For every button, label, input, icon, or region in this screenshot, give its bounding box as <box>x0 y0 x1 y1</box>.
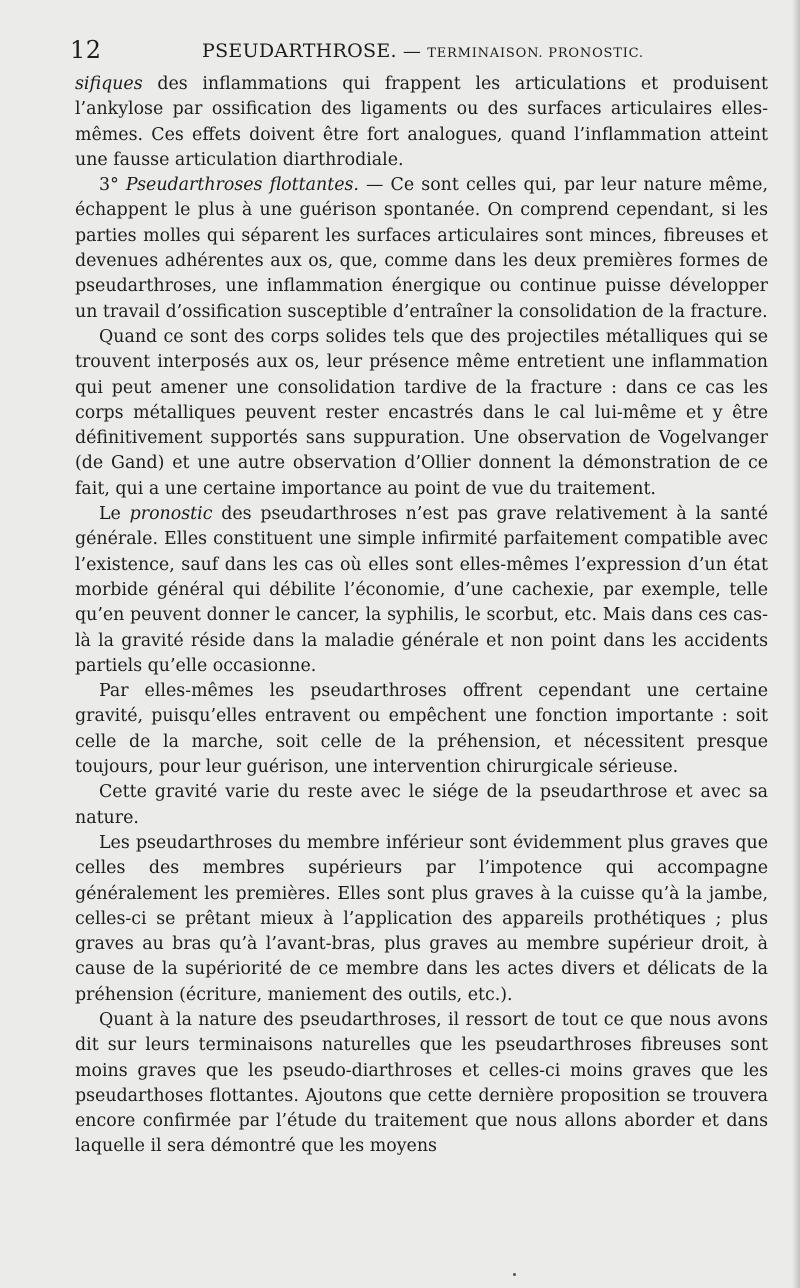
paragraph-text: des inflammations qui frappent les articulations et produisent l’ankylose par ossification des ligaments ou des surfaces articulaires elles-mêmes. Ces effets doivent être fort analogues, quand l’inflammation atteint une fausse articulation diarthrodiale. <box>75 74 768 170</box>
italic-term: pronostic <box>129 504 213 525</box>
running-title <box>202 40 644 62</box>
section-number: 3° <box>99 175 119 196</box>
paragraph-prefix: Le <box>99 504 130 525</box>
body-text <box>75 72 768 1160</box>
print-speck <box>513 1273 516 1276</box>
page-number: 12 <box>70 36 102 64</box>
paragraph-7: Les pseudarthroses du membre inférieur sont évidemment plus graves que celles des membres supérieurs par l’impotence qui accompagne généralement les premières. Elles sont plus graves à la cuisse qu’à la jambe, celles-ci se prêtant mieux à l’application des appareils prothétiques ; plus graves au bras qu’à l’avant-bras, plus graves au membre supérieur droit, à cause de la supériorité de ce membre dans les actes divers et délicats de la préhension (écriture, maniement des outils, etc.). <box>75 832 768 1005</box>
page-header <box>70 36 770 72</box>
running-title-sub: TERMINAISON. PRONOSTIC. <box>427 46 644 61</box>
page-edge-shadow <box>792 0 800 1288</box>
paragraph-5: Par elles-mêmes les pseudarthroses offrent cependant une certaine gravité, puisqu’elles entravent ou empêchent une fonction importante : soit celle de la marche, soit celle de la préhension, et nécessitent presque toujours, pour leur guérison, une intervention chirurgicale sérieuse. <box>75 681 768 778</box>
paragraph-2 <box>75 173 768 325</box>
paragraph-text: — Ce sont celles qui, par leur nature même, échappent le plus à une guérison spontanée. On comprend cependant, si les parties molles qui séparent les surfaces articulaires sont minces, fibreuses et devenues adhérentes aux os, que, comme dans les deux premières formes de pseudarthroses, une inflammation énergique ou continue puisse développer un travail d’ossification susceptible d’entraîner la consolidation de la fracture. <box>75 175 768 322</box>
paragraph-6: Cette gravité varie du reste avec le siége de la pseudarthrose et avec sa nature. <box>75 782 768 828</box>
running-title-dash: — <box>402 41 422 62</box>
section-heading: Pseudarthroses flottantes. <box>125 175 359 196</box>
paragraph-4 <box>75 502 768 679</box>
running-title-main: PSEUDARTHROSE. <box>202 40 397 62</box>
paragraph-text: des pseudarthroses n’est pas grave relativement à la santé générale. Elles constituent une simple infirmité parfaitement compatible avec l’existence, sauf dans les cas où elles sont elles-mêmes l’expression d’un état morbide général qui débilite l’économie, d’une cachexie, par exemple, telle qu’en peuvent donner le cancer, la syphilis, le scorbut, etc. Mais dans ces cas-là la gravité réside dans la maladie générale et non point dans les accidents partiels qu’elle occasionne. <box>75 504 768 676</box>
italic-lead: sifiques <box>75 74 143 94</box>
paragraph-1 <box>75 72 768 173</box>
paragraph-8: Quant à la nature des pseudarthroses, il ressort de tout ce que nous avons dit sur leurs terminaisons naturelles que les pseudarthroses fibreuses sont moins graves que les pseudo-diarthroses et celles-ci moins graves que les pseudarthoses flottantes. Ajoutons que cette dernière proposition se trouvera encore confirmée par l’étude du traitement que nous allons aborder et dans laquelle il sera démontré que les moyens <box>75 1009 768 1157</box>
paragraph-3: Quand ce sont des corps solides tels que des projectiles métalliques qui se trouvent interposés aux os, leur présence même entretient une inflammation qui peut amener une consolidation tardive de la fracture : dans ce cas les corps métalliques peuvent rester encastrés dans le cal lui-même et y être définitivement supportés sans suppuration. Une observation de Vogelvanger (de Gand) et une autre observation d’Ollier donnent la démonstration de ce fait, qui a une certaine importance au point de vue du traitement. <box>75 326 768 499</box>
